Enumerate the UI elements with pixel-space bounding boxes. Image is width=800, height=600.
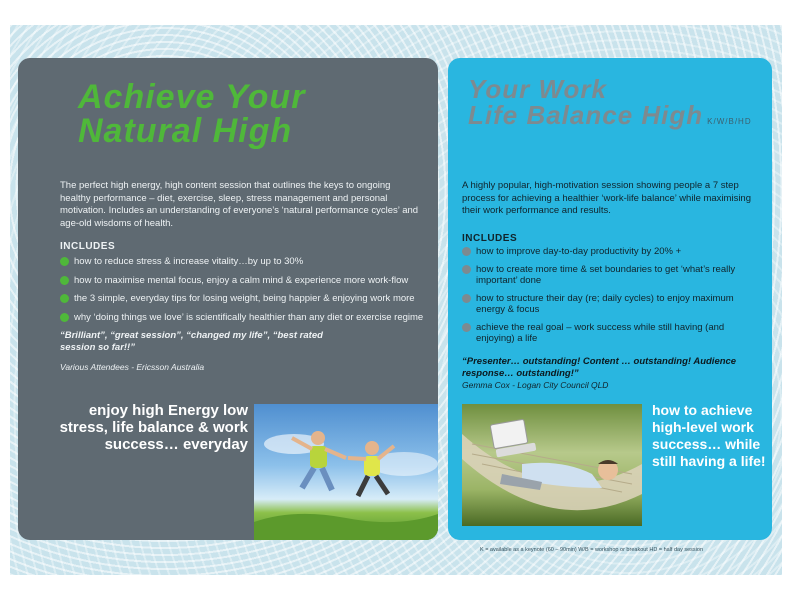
includes-heading: INCLUDES — [60, 241, 116, 252]
list-item — [60, 275, 430, 287]
jumping-couple-illustration — [254, 404, 438, 540]
jumping-couple-photo — [254, 404, 438, 540]
list-item — [462, 322, 762, 345]
title-line-2: Natural High — [78, 112, 293, 150]
list-item-text: how to structure their day (re; daily cycles) to enjoy maximum energy & focus — [476, 292, 734, 315]
session-format-legend: K = available as a keynote (60 – 90min) W/B = workshop or breakout HD = half day session — [480, 547, 704, 553]
includes-heading: INCLUDES — [462, 233, 518, 244]
session-description: A highly popular, high-motivation session showing people a 7 step process for achieving a healthier ‘work-life balance’ while maximising their work performance and results. — [462, 180, 751, 216]
list-item-text: the 3 simple, everyday tips for losing weight, being happier & enjoying work more — [74, 293, 415, 304]
bullet-icon — [462, 265, 471, 274]
list-item — [462, 264, 762, 287]
title-line-1: Your Work — [468, 74, 608, 104]
natural-high-title — [78, 80, 305, 148]
list-item-text: how to reduce stress & increase vitality…by up to 30% — [74, 256, 304, 267]
session-description: The perfect high energy, high content session that outlines the keys to ongoing healthy performance – diet, exercise, sleep, stress management and personal motivation. Includes an understanding of everyone’s ‘natural performance cycles’ and age-old wisdoms of health. — [60, 180, 419, 229]
bullet-icon — [60, 257, 69, 266]
testimonial-quote: “Brilliant”, “great session”, “changed my life”, “best rated session so far!!” — [60, 330, 323, 353]
list-item-text: how to improve day-to-day productivity by 20% + — [476, 246, 682, 257]
includes-list — [60, 256, 430, 330]
title-line-2 — [468, 102, 752, 128]
work-life-balance-title — [468, 76, 752, 128]
bullet-icon — [60, 313, 69, 322]
work-life-balance-panel — [448, 58, 772, 540]
list-item — [60, 312, 430, 324]
bullet-icon — [462, 294, 471, 303]
testimonial-quote: “Presenter… outstanding! Content … outstanding! Audience response… outstanding!” — [462, 356, 737, 379]
title-line-1: Achieve Your — [78, 78, 306, 116]
list-item-text: how to create more time & set boundaries to get ‘what’s really important’ done — [476, 263, 736, 286]
testimonial-attribution: Various Attendees - Ericsson Australia — [60, 362, 205, 372]
session-format-code: K/W/B/HD — [707, 117, 752, 126]
bullet-icon — [60, 294, 69, 303]
hammock-laptop-illustration — [462, 404, 642, 526]
list-item — [462, 246, 762, 258]
list-item — [462, 293, 762, 316]
bullet-icon — [60, 276, 69, 285]
list-item-text: achieve the real goal – work success while still having (and enjoying) a life — [476, 321, 725, 344]
bullet-icon — [462, 247, 471, 256]
hammock-laptop-photo — [462, 404, 642, 526]
testimonial-attribution: Gemma Cox - Logan City Council QLD — [462, 380, 609, 390]
tagline: enjoy high Energy low stress, life balance & work success… everyday — [59, 402, 248, 453]
natural-high-panel — [18, 58, 438, 540]
list-item — [60, 293, 430, 305]
tagline: how to achieve high-level work success… while still having a life! — [652, 402, 766, 469]
list-item — [60, 256, 430, 268]
bullet-icon — [462, 323, 471, 332]
list-item-text: why ‘doing things we love’ is scientifically healthier than any diet or exercise regime — [74, 311, 424, 323]
list-item-text: how to maximise mental focus, enjoy a calm mind & experience more work-flow — [74, 274, 409, 286]
title-line-2-text: Life Balance High — [468, 100, 704, 130]
includes-list — [462, 246, 762, 351]
